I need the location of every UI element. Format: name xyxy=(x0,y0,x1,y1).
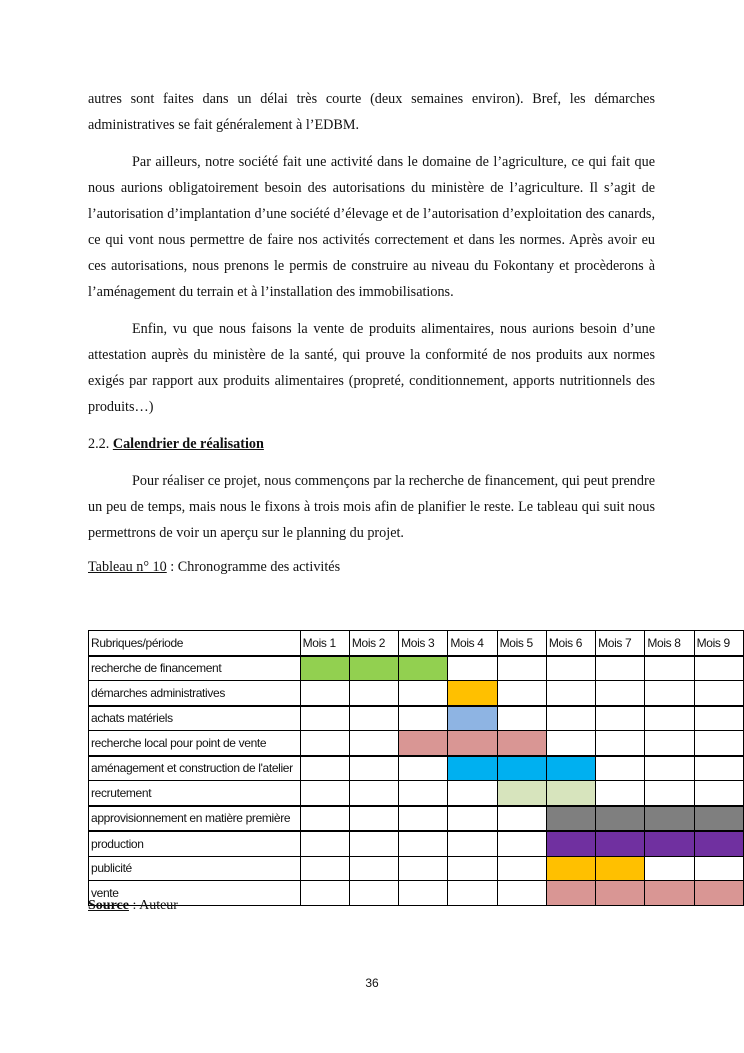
schedule-cell xyxy=(497,706,546,731)
schedule-cell xyxy=(645,731,694,756)
table-row xyxy=(89,706,744,731)
schedule-cell xyxy=(596,706,645,731)
schedule-cell xyxy=(497,656,546,681)
schedule-cell xyxy=(596,656,645,681)
schedule-cell xyxy=(596,756,645,781)
schedule-cell-active xyxy=(448,681,497,706)
section-heading xyxy=(88,431,655,457)
schedule-cell xyxy=(497,681,546,706)
table-row xyxy=(89,656,744,681)
schedule-cell-active xyxy=(645,831,694,856)
schedule-cell-active xyxy=(546,856,595,881)
page-number: 36 xyxy=(365,976,379,990)
schedule-cell-active xyxy=(596,856,645,881)
schedule-cell-active xyxy=(596,881,645,906)
header-cell-month-5: Mois 5 xyxy=(497,631,546,656)
activity-label: vente xyxy=(89,881,301,906)
schedule-cell xyxy=(448,781,497,806)
schedule-cell xyxy=(694,781,743,806)
schedule-cell-active xyxy=(645,806,694,832)
schedule-cell xyxy=(349,756,398,781)
schedule-cell xyxy=(694,756,743,781)
schedule-cell-active xyxy=(497,756,546,781)
schedule-cell-active xyxy=(546,781,595,806)
activity-label: recherche local pour point de vente xyxy=(89,731,301,756)
section-paragraph: Pour réaliser ce projet, nous commençons par la recherche de financement, qui peut prendre un peu de temps, mais nous le fixons à trois mois afin de planifier le reste. Le tableau qui suit nous permettrons de voir un aperçu sur le planning du projet. xyxy=(88,473,655,541)
schedule-cell-active xyxy=(546,756,595,781)
table-row xyxy=(89,756,744,781)
activity-label: aménagement et construction de l'atelier xyxy=(89,756,301,781)
table-caption-label: Tableau n° 10 xyxy=(88,559,167,575)
table-caption-text: : Chronogramme des activités xyxy=(166,559,341,575)
schedule-cell xyxy=(399,706,448,731)
source-text: : Auteur xyxy=(128,898,178,913)
schedule-cell-active xyxy=(546,806,595,832)
activity-label: recrutement xyxy=(89,781,301,806)
section-title: Calendrier de réalisation xyxy=(112,436,264,452)
schedule-cell xyxy=(645,781,694,806)
table-header-row xyxy=(89,631,744,656)
schedule-cell xyxy=(399,781,448,806)
schedule-cell xyxy=(497,806,546,832)
paragraph-3: Enfin, vu que nous faisons la vente de produits alimentaires, nous aurions besoin d’une attestation auprès du ministère de la santé, qui prouve la conformité de nos produits aux normes exigés par rapport aux produits alimentaires (propreté, conditionnement, apports nutritionnels des produits…) xyxy=(88,321,655,415)
schedule-cell xyxy=(497,831,546,856)
header-cell-month-1: Mois 1 xyxy=(300,631,349,656)
table-row xyxy=(89,681,744,706)
schedule-cell xyxy=(645,756,694,781)
activity-label: approvisionnement en matière première xyxy=(89,806,301,832)
schedule-cell xyxy=(399,831,448,856)
schedule-cell xyxy=(596,681,645,706)
schedule-cell xyxy=(694,706,743,731)
schedule-cell xyxy=(300,706,349,731)
schedule-cell xyxy=(448,806,497,832)
schedule-cell-active xyxy=(645,881,694,906)
schedule-cell xyxy=(300,806,349,832)
paragraph-2: Par ailleurs, notre société fait une activité dans le domaine de l’agriculture, ce qui fait que nous aurions obligatoirement besoin des autorisations du ministère de l’agriculture. Il s’agit de l’autorisation d’implantation d’une société d’élevage et de l’autorisation d’exploitation des canards, ce qui vont nous permettre de faire nos activités correctement et dans les normes. Après avoir eu ces autorisations, nous prenons le permis de construire au niveau du Fokontany et procèderons à l’aménagement du terrain et à l’installation des immobilisations. xyxy=(88,154,655,300)
schedule-cell xyxy=(546,656,595,681)
paragraph-1: autres sont faites dans un délai très courte (deux semaines environ). Bref, les démarches administratives se fait généralement à l’EDBM. xyxy=(88,91,655,133)
schedule-cell-active xyxy=(596,806,645,832)
activity-label: production xyxy=(89,831,301,856)
schedule-cell xyxy=(399,756,448,781)
schedule-cell xyxy=(448,881,497,906)
schedule-cell xyxy=(546,706,595,731)
schedule-cell-active xyxy=(694,831,743,856)
schedule-cell xyxy=(448,856,497,881)
schedule-cell xyxy=(349,856,398,881)
schedule-cell xyxy=(349,831,398,856)
schedule-cell xyxy=(399,806,448,832)
schedule-cell-active xyxy=(448,756,497,781)
schedule-cell xyxy=(300,856,349,881)
schedule-cell xyxy=(448,656,497,681)
header-cell-month-2: Mois 2 xyxy=(349,631,398,656)
schedule-cell xyxy=(546,681,595,706)
table-row xyxy=(89,881,744,906)
schedule-cell xyxy=(399,681,448,706)
schedule-cell-active xyxy=(497,731,546,756)
header-cell-month-4: Mois 4 xyxy=(448,631,497,656)
header-cell-rubriques: Rubriques/période xyxy=(89,631,301,656)
schedule-cell xyxy=(399,881,448,906)
schedule-cell xyxy=(596,781,645,806)
activity-label: démarches administratives xyxy=(89,681,301,706)
schedule-cell xyxy=(349,881,398,906)
activity-label: publicité xyxy=(89,856,301,881)
schedule-cell xyxy=(694,856,743,881)
table-row xyxy=(89,856,744,881)
schedule-cell xyxy=(645,706,694,731)
schedule-cell xyxy=(497,881,546,906)
page-body xyxy=(88,86,655,578)
schedule-cell-active xyxy=(497,781,546,806)
schedule-cell xyxy=(694,681,743,706)
header-cell-month-8: Mois 8 xyxy=(645,631,694,656)
schedule-cell xyxy=(497,856,546,881)
schedule-cell xyxy=(645,856,694,881)
header-cell-month-7: Mois 7 xyxy=(596,631,645,656)
schedule-cell-active xyxy=(300,656,349,681)
schedule-cell xyxy=(399,856,448,881)
table-source xyxy=(88,898,178,914)
schedule-cell-active xyxy=(694,881,743,906)
schedule-cell-active xyxy=(349,656,398,681)
header-cell-month-6: Mois 6 xyxy=(546,631,595,656)
schedule-cell xyxy=(448,831,497,856)
schedule-cell-active xyxy=(546,881,595,906)
table-caption xyxy=(88,556,655,578)
schedule-cell-active xyxy=(399,731,448,756)
table-row xyxy=(89,731,744,756)
table-row xyxy=(89,806,744,832)
schedule-cell xyxy=(300,681,349,706)
header-cell-month-9: Mois 9 xyxy=(694,631,743,656)
table-row xyxy=(89,831,744,856)
table-row xyxy=(89,781,744,806)
schedule-cell xyxy=(349,806,398,832)
schedule-cell xyxy=(694,656,743,681)
schedule-cell-active xyxy=(596,831,645,856)
activity-schedule-table xyxy=(88,630,744,906)
schedule-cell xyxy=(349,706,398,731)
schedule-cell xyxy=(300,756,349,781)
schedule-cell xyxy=(645,681,694,706)
schedule-cell xyxy=(300,831,349,856)
activity-label: recherche de financement xyxy=(89,656,301,681)
schedule-cell xyxy=(349,781,398,806)
schedule-cell xyxy=(349,681,398,706)
schedule-cell xyxy=(645,656,694,681)
schedule-cell xyxy=(694,731,743,756)
schedule-cell-active xyxy=(546,831,595,856)
schedule-cell xyxy=(300,881,349,906)
schedule-cell-active xyxy=(448,706,497,731)
header-cell-month-3: Mois 3 xyxy=(399,631,448,656)
schedule-cell xyxy=(546,731,595,756)
section-number: 2.2. xyxy=(88,436,110,452)
schedule-cell xyxy=(300,731,349,756)
schedule-cell-active xyxy=(448,731,497,756)
activity-label: achats matériels xyxy=(89,706,301,731)
schedule-cell-active xyxy=(399,656,448,681)
schedule-cell xyxy=(596,731,645,756)
schedule-cell xyxy=(349,731,398,756)
schedule-cell xyxy=(300,781,349,806)
schedule-cell-active xyxy=(694,806,743,832)
source-label: Source xyxy=(88,898,129,913)
